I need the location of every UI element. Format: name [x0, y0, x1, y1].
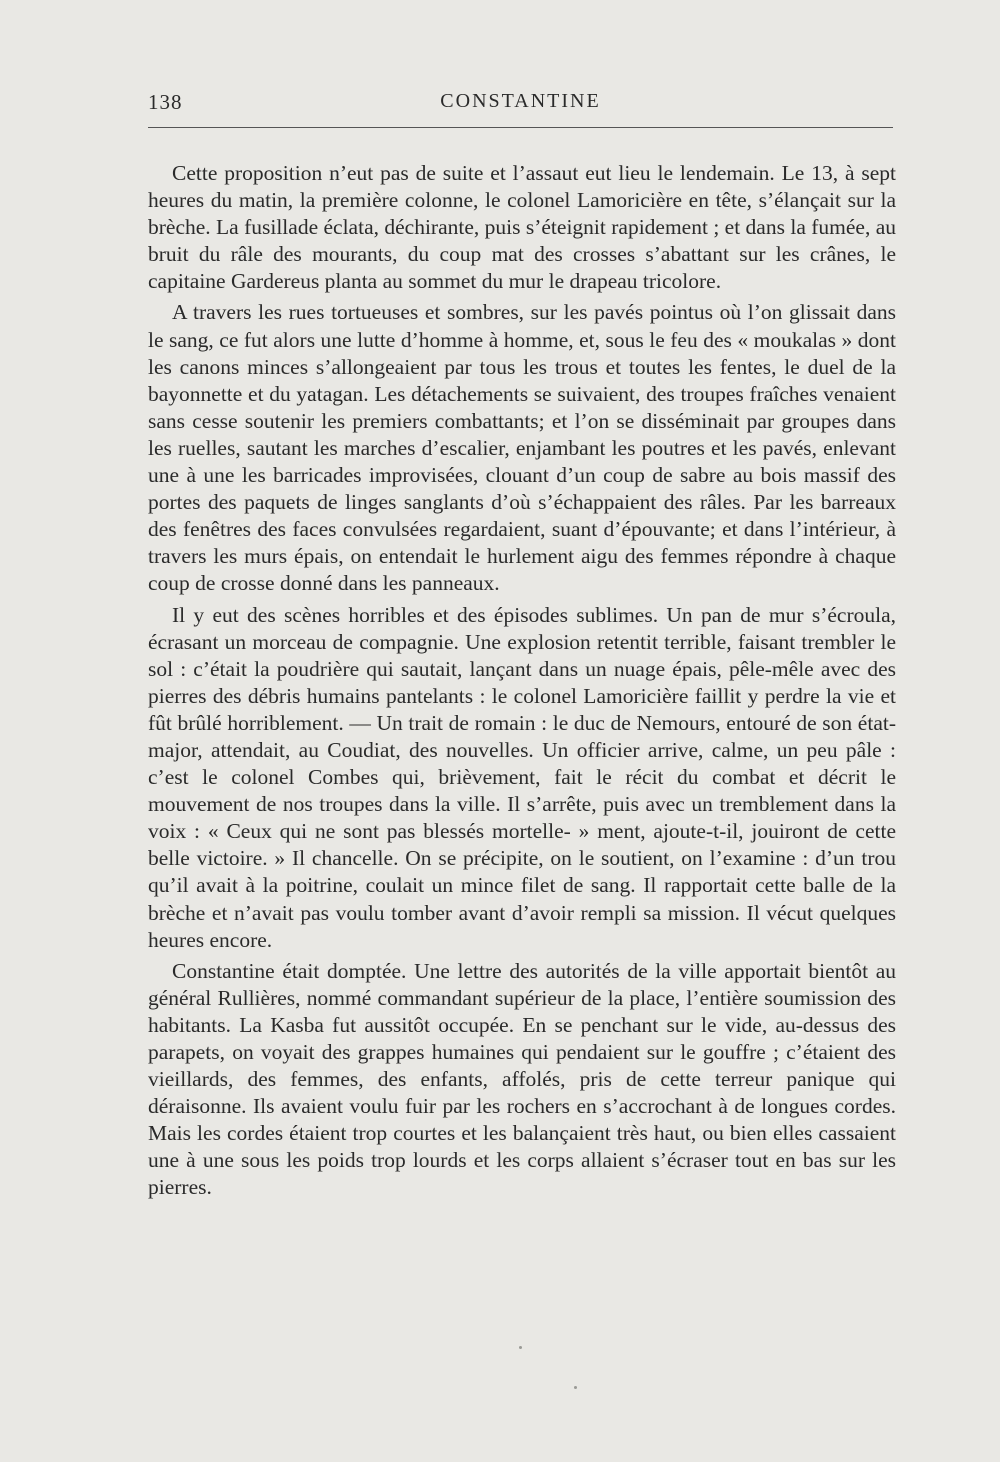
- paragraph: Cette proposition n’eut pas de suite et l’assaut eut lieu le lendemain. Le 13, à sept heures du matin, la première colonne, le colonel Lamoricière en tête, s’élançait sur la brèche. La fusillade éclata, déchirante, puis s’éteignit rapidement ; et dans la fumée, au bruit du râle des mourants, du coup mat des crosses s’abattant sur les crânes, le capitaine Gardereus planta au sommet du mur le drapeau tricolore.: [148, 161, 896, 294]
- paragraph: Constantine était domptée. Une lettre des autorités de la ville apportait bientôt au général Rullières, nommé commandant supérieur de la place, l’entière soumission des habitants. La Kasba fut aussitôt occupée. En se penchant sur le vide, au-dessus des parapets, on voyait des grappes humaines qui pendaient sur le gouffre ; c’étaient des vieillards, des femmes, des enfants, affolés, pris de cette terreur panique qui déraisonne. Ils avaient voulu fuir par les rochers en s’accrochant à de longues cordes. Mais les cordes étaient trop courtes et les balançaient très haut, ou bien elles cassaient une à une sous les poids trop lourds et les corps allaient s’écraser tout en bas sur les pierres.: [148, 958, 896, 1200]
- paper-speck: [574, 1386, 577, 1389]
- body-text: [148, 160, 896, 1206]
- paragraph: Il y eut des scènes horribles et des épisodes sublimes. Un pan de mur s’écroula, écrasant un morceau de compagnie. Une explosion retentit terrible, faisant trembler le sol : c’était la poudrière qui sautait, lançant dans un nuage épais, pêle-mêle avec des pierres des débris humains pantelants : le colonel Lamoricière faillit y perdre la vie et fût brûlé horriblement. — Un trait de romain : le duc de Nemours, entouré de son état-major, attendait, au Coudiat, des nouvelles. Un officier arrive, calme, un peu pâle : c’est le colonel Combes qui, brièvement, fait le récit du combat et décrit le mouvement de nos troupes dans la ville. Il s’arrête, puis avec un tremblement dans la voix : « Ceux qui ne sont pas blessés mortelle- » ment, ajoute-t-il, jouiront de cette belle victoire. » Il chancelle. On se précipite, on le soutient, on l’examine : d’un trou qu’il avait à la poitrine, coulait un mince filet de sang. Il rapportait cette balle de la brèche et n’avait pas voulu tomber avant d’avoir rempli sa mission. Il vécut quelques heures encore.: [148, 602, 896, 952]
- paragraph: A travers les rues tortueuses et sombres, sur les pavés pointus où l’on glissait dans le sang, ce fut alors une lutte d’homme à homme, et, sous le feu des « moukalas » dont les canons minces s’allongeaient par tous les trous et toutes les fentes, le duel de la bayonnette et du yatagan. Les détachements se suivaient, des troupes fraîches venaient sans cesse soutenir les premiers combattants; et l’on se disséminait par groupes dans les ruelles, sautant les marches d’escalier, enjambant les poutres et les pavés, enlevant une à une les barricades improvisées, clouant d’un coup de sabre au bois massif des portes des paquets de linges sanglants d’où s’échappaient des râles. Par les barreaux des fenêtres des faces convulsées regardaient, suant d’épouvante; et dans l’intérieur, à travers les murs épais, on entendait le hurlement aigu des femmes répondre à chaque coup de crosse donné dans les panneaux.: [148, 300, 896, 596]
- page-header: [148, 90, 893, 130]
- paper-speck: [519, 1346, 522, 1349]
- running-title: CONSTANTINE: [440, 90, 601, 112]
- header-rule: [148, 127, 893, 128]
- page-number: 138: [148, 90, 183, 114]
